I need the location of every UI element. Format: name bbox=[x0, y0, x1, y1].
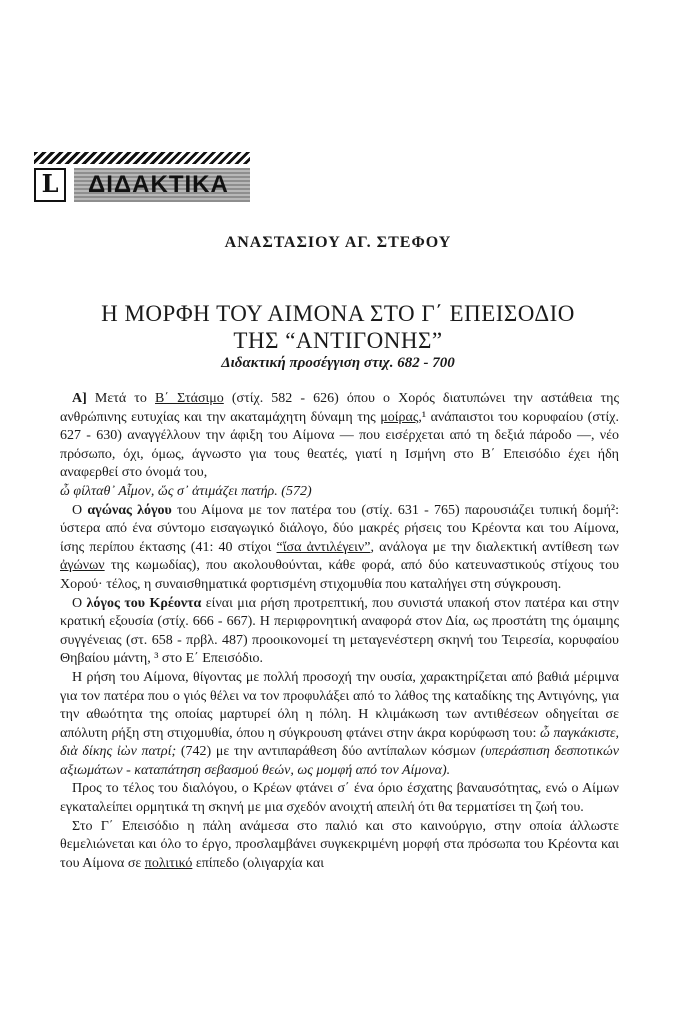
underlined-term: μοίρας bbox=[380, 409, 419, 425]
article-subtitle: Διδακτική προσέγγιση στιχ. 682 - 700 bbox=[221, 355, 455, 371]
bold-term: λόγος του Κρέοντα bbox=[86, 595, 202, 611]
title-line-2: ΤΗΣ “ΑΝΤΙΓΟΝΗΣ” bbox=[233, 328, 443, 353]
text: επίπεδο (ολιγαρχία και bbox=[192, 855, 325, 871]
article-title bbox=[0, 300, 676, 354]
paragraph-1 bbox=[60, 390, 619, 502]
section-label: ΔΙΔΑΚΤΙΚΑ bbox=[74, 168, 250, 202]
ancient-quote: ὦ παγκάκιστε, διὰ δίκης ἰὼν πατρί; bbox=[60, 725, 620, 760]
text: Μετά το bbox=[86, 391, 155, 406]
text: Ο bbox=[72, 502, 88, 518]
paragraph-5 bbox=[60, 780, 619, 817]
text: Στο Γ΄ Επεισόδιο η πάλη ανάμεσα στο παλιό και στο καινούργιο, στην οποία άλλωστε θεμελιώνεται και όλο το έργο, προσλαμβάνει συγκεκριμένη μορφή στα πρόσωπα του Κρέοντα και του Αίμονα σε bbox=[60, 818, 619, 871]
section-logo-icon: L bbox=[34, 168, 66, 202]
section-marker: Α] bbox=[72, 391, 87, 406]
section-header bbox=[34, 152, 250, 204]
text: του Αίμονα με τον πατέρα του (στίχ. 631 - 765) παρουσιάζει τυπική δομή²: ύστερα από ένα σύντομο εισαγωγικό διάλογο, δύο μακρές ρήσεις του Κρέοντα και του Αίμονα, ίσης περίπου έκτασης (41: 40 στίχοι bbox=[60, 502, 619, 555]
paragraph-2 bbox=[60, 502, 619, 595]
article-body bbox=[60, 390, 619, 873]
text: Ο bbox=[72, 595, 87, 611]
paragraph-6 bbox=[60, 818, 619, 874]
author-name: ΑΝΑΣΤΑΣΙΟΥ ΑΓ. ΣΤΕΦΟΥ bbox=[224, 234, 452, 251]
text: (στίχ. 582 - 626) όπου ο Χορός διατυπώνει την αστάθεια της ανθρώπινης ευτυχίας και την ακαταμάχητη δύναμη της bbox=[60, 391, 619, 425]
paragraph-4 bbox=[60, 669, 619, 781]
underlined-term: Β΄ Στάσιμο bbox=[155, 391, 224, 406]
underlined-term: ἀγώνων bbox=[60, 558, 105, 574]
text: (742) με την αντιπαράθεση δύο αντίπαλων κόσμων bbox=[176, 744, 481, 760]
title-line-1: Η ΜΟΡΦΗ ΤΟΥ ΑΙΜΟΝΑ ΣΤΟ Γ΄ ΕΠΕΙΣΟΔΙΟ bbox=[101, 301, 575, 326]
text: , ανάλογα με την διαλεκτική αντίθεση των bbox=[370, 539, 619, 555]
text: Προς το τέλος του διαλόγου, ο Κρέων φτάνει σ΄ ένα όριο έσχατης βαναυσότητας, ενώ ο Αίμων εγκαταλείπει ορμητικά τη σκηνή με μια σχεδόν ανοιχτή απειλή ότι θα τερματίσει τη ζωή του. bbox=[60, 781, 619, 816]
paragraph-3 bbox=[60, 595, 619, 669]
underlined-term: “ἴσα ἀντιλέγειν” bbox=[276, 539, 371, 555]
bold-term: αγώνας λόγου bbox=[87, 502, 172, 518]
italic-text: (υπεράσπιση δεσποτικών αξιωμάτων - καταπάτηση σεβασμού θεών, ως μομφή από τον Αίμονα). bbox=[60, 744, 620, 778]
text: Η ρήση του Αίμονα, θίγοντας με πολλή προσοχή την ουσία, χαρακτηρίζεται από βαθιά μέριμνα για τον πατέρα που ο γιός θέλει να τον προφυλάξει από το λάθος της καταδίκης της Αντιγόνης, για την αθωότητα της οποίας μαρτυρεί όλη η πόλη. Η κλιμάκωση των αντιθέσεων οδηγείται σε απόλυτη ρήξη στη στιχομυθία, όπου η σύγκρουση φτάνει στην άκρα κορύφωση του: bbox=[60, 669, 619, 741]
text: ,¹ ανάπαιστοι του κορυφαίου (στίχ. 627 - 630) αναγγέλλουν την άφιξη του Αίμονα — που εισέρχεται από τη δεξιά πάροδο —, νέο πρόσωπο, όχι, όμως, άγνωστο για τους θεατές, γιατί η Ισμήνη στο Β΄ Επεισόδιο έχει ήδη αναφερθεί στο όνομά του, bbox=[60, 409, 619, 481]
underlined-term: πολιτικό bbox=[144, 855, 193, 871]
text: είναι μια ρήση προτρεπτική, που συνιστά υπακοή στον πατέρα και στην κρατική εξουσία (στίχ. 666 - 667). Η περιφρονητική αναφορά στον Δία, ως προστάτη της όμαιμης συγγένειας (στ. 658 - πρβλ. 487) προοικονομεί τη μεταγενέστερη σκηνή του Τειρεσία, κορυφαίου Θηβαίου μάντη, ³ στο Ε΄ Επεισόδιο. bbox=[60, 595, 619, 667]
ancient-quote: ὦ φίλταθ᾽ Αἷμον, ὥς σ᾽ ἀτιμάζει πατήρ. (572) bbox=[60, 483, 312, 499]
header-stripes bbox=[34, 152, 250, 164]
text: της κωμωδίας), που ακολουθούνται, κάθε φορά, από δύο κατευναστικούς στίχους του Χορού· τέλος, η συναισθηματικά φορτισμένη στιχομυθία που καταλήγει στη σύγκρουση. bbox=[60, 558, 619, 592]
